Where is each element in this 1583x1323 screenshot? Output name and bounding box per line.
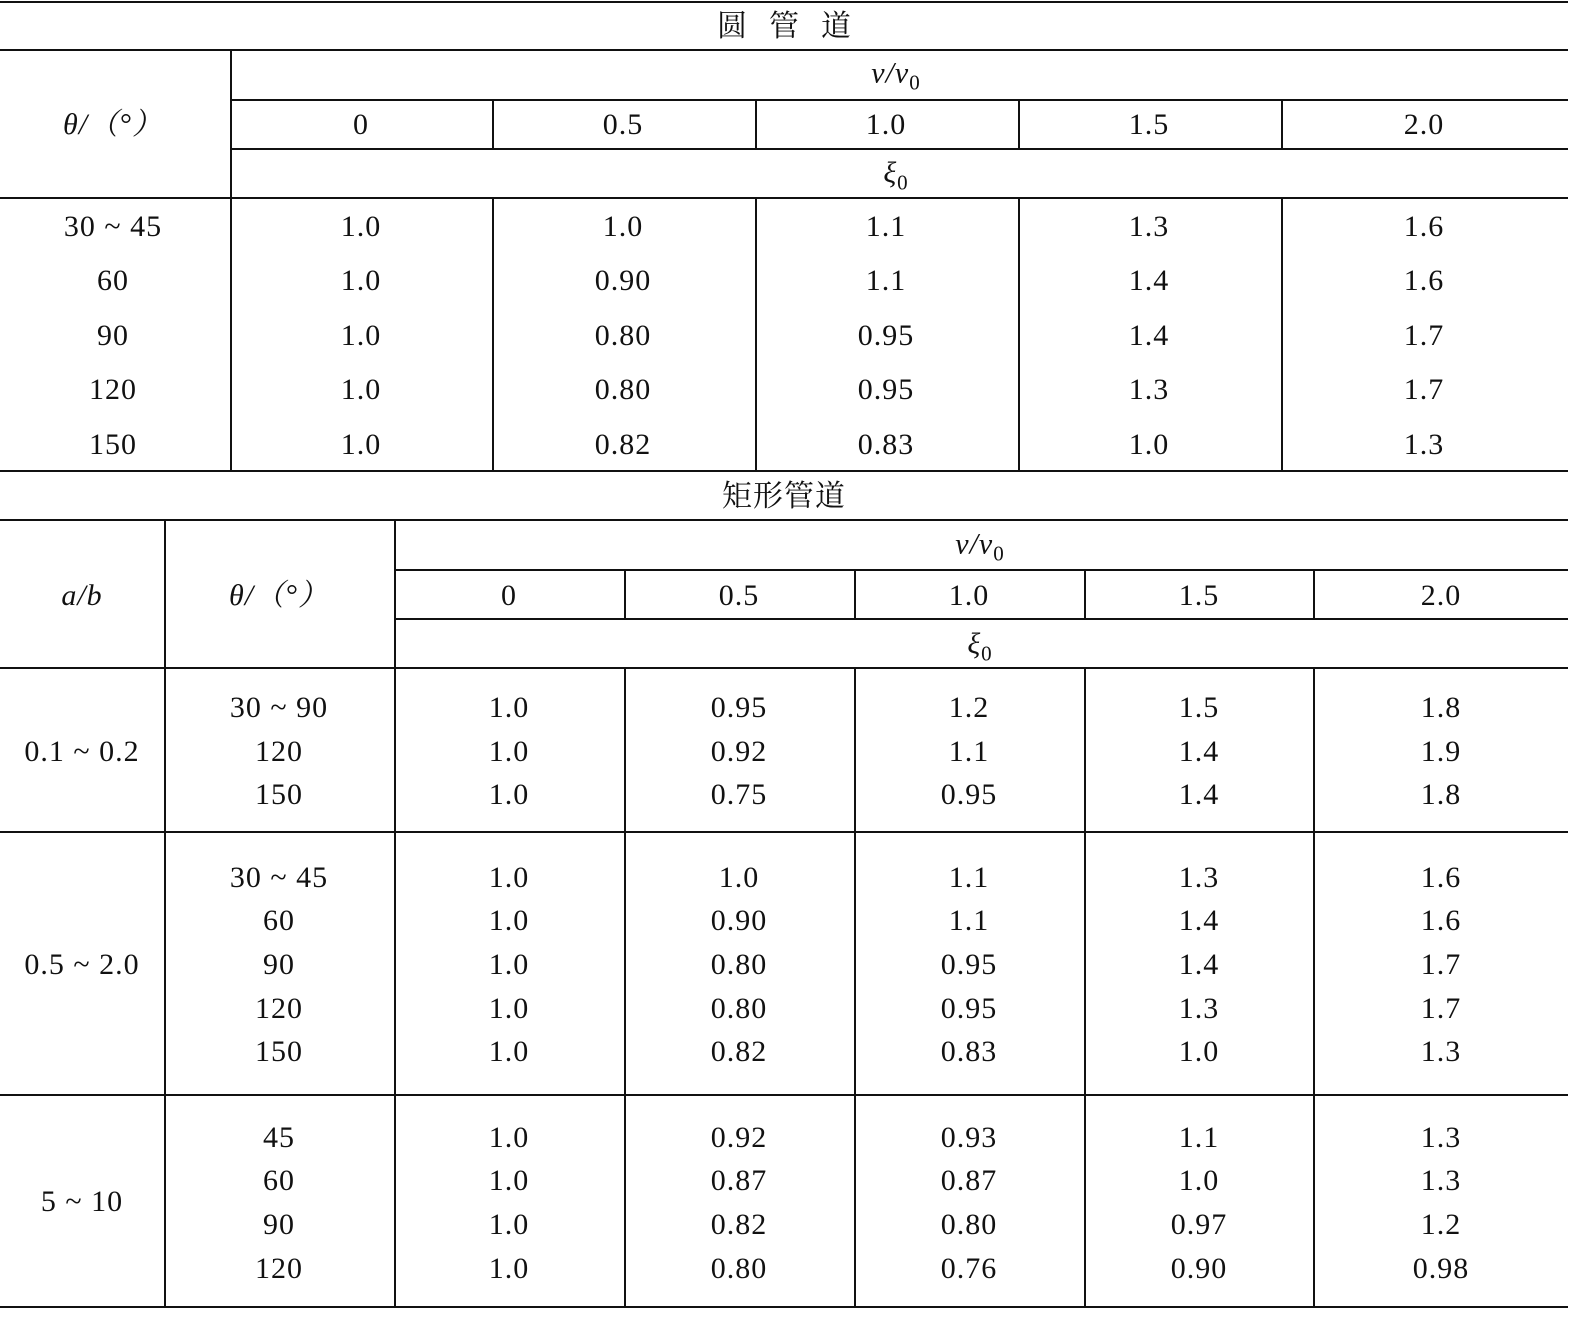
rect-cell-value: 1.4: [1178, 904, 1220, 937]
top-border: [0, 1, 1568, 4]
rect-cell-value: 1.7: [1420, 948, 1462, 981]
round-cell-value: 0.80: [594, 373, 652, 406]
round-cell-value: 1.4: [1128, 319, 1170, 352]
rect-group-ratio: 0.1 ~ 0.2: [24, 735, 140, 768]
column-divider: [492, 198, 494, 471]
column-divider: [1018, 100, 1020, 149]
rect-cell-value: 0.93: [940, 1121, 998, 1154]
round-row-angle: 90: [97, 319, 129, 352]
rect-cell-value: 1.8: [1420, 778, 1462, 811]
rect-row-angle: 120: [255, 735, 303, 768]
round-speed-value: 1.0: [865, 108, 907, 141]
rect-cell-value: 1.2: [948, 691, 990, 724]
round-speed-ratio-header-subscript: 0: [909, 70, 921, 95]
rect-group-ratio: 5 ~ 10: [40, 1185, 124, 1218]
round-speed-value: 2.0: [1403, 108, 1445, 141]
column-divider: [164, 520, 166, 1307]
rect-cell-value: 1.8: [1420, 691, 1462, 724]
rect-cell-value: 1.0: [488, 904, 530, 937]
rect-cell-value: 0.97: [1170, 1208, 1228, 1241]
rect-cell-value: 0.83: [940, 1035, 998, 1068]
rect-cell-value: 1.4: [1178, 735, 1220, 768]
round-cell-value: 0.95: [857, 319, 915, 352]
rect-speed-ratio-header-subscript: 0: [993, 541, 1005, 566]
column-divider: [624, 570, 626, 619]
rect-speed-value: 1.0: [948, 579, 990, 612]
rect-cell-value: 1.3: [1178, 861, 1220, 894]
rect-row-angle: 60: [263, 1164, 295, 1197]
rect-cell-value: 0.95: [940, 948, 998, 981]
round-cell-value: 1.6: [1403, 210, 1445, 243]
round-cell-value: 1.3: [1403, 428, 1445, 461]
rect-cell-value: 1.4: [1178, 778, 1220, 811]
rule-line: [395, 618, 1568, 620]
round-cell-value: 1.0: [340, 428, 382, 461]
rect-row-angle: 120: [255, 992, 303, 1025]
rect-cell-value: 0.80: [940, 1208, 998, 1241]
round-cell-value: 1.4: [1128, 264, 1170, 297]
column-divider: [492, 100, 494, 149]
rect-row-angle: 30 ~ 45: [229, 861, 329, 894]
rect-cell-value: 0.95: [940, 778, 998, 811]
column-divider: [624, 668, 626, 1307]
rect-speed-value: 1.5: [1178, 579, 1220, 612]
round-cell-value: 1.3: [1128, 373, 1170, 406]
column-divider: [755, 100, 757, 149]
column-divider: [854, 668, 856, 1307]
round-coefficient-header-symbol: ξ: [883, 156, 898, 190]
group-separator: [0, 1094, 1568, 1096]
round-speed-ratio-header: [871, 56, 921, 95]
column-divider: [394, 520, 396, 1307]
round-row-angle: 30 ~ 45: [63, 210, 163, 243]
rect-cell-value: 0.98: [1412, 1252, 1470, 1285]
rect-group-ratio: 0.5 ~ 2.0: [24, 948, 140, 981]
round-cell-value: 1.0: [340, 319, 382, 352]
rect-cell-value: 1.0: [1178, 1035, 1220, 1068]
rect-cell-value: 1.3: [1420, 1121, 1462, 1154]
rect-cell-value: 0.87: [940, 1164, 998, 1197]
round-cell-value: 0.95: [857, 373, 915, 406]
rect-cell-value: 1.0: [488, 735, 530, 768]
column-divider: [1313, 668, 1315, 1307]
round-speed-value: 1.5: [1128, 108, 1170, 141]
rect-cell-value: 1.3: [1420, 1035, 1462, 1068]
round-cell-value: 1.0: [340, 210, 382, 243]
rect-cell-value: 1.5: [1178, 691, 1220, 724]
rect-cell-value: 0.92: [710, 735, 768, 768]
round-duct-title: 圆管道: [717, 10, 873, 43]
rect-speed-ratio-header-symbol: v/v: [955, 527, 994, 561]
rect-row-angle: 120: [255, 1252, 303, 1285]
rect-cell-value: 1.1: [948, 904, 990, 937]
rect-cell-value: 1.6: [1420, 861, 1462, 894]
rect-row-angle: 90: [263, 1208, 295, 1241]
rect-cell-value: 1.0: [488, 1252, 530, 1285]
round-row-angle: 120: [89, 373, 137, 406]
rect-cell-value: 1.0: [488, 1208, 530, 1241]
rect-cell-value: 1.0: [488, 948, 530, 981]
round-speed-value: 0.5: [602, 108, 644, 141]
round-cell-value: 1.6: [1403, 264, 1445, 297]
rect-angle-header: θ/（°）: [228, 579, 330, 612]
round-row-angle: 60: [97, 264, 129, 297]
bottom-border: [0, 1306, 1568, 1309]
rect-cell-value: 1.1: [948, 735, 990, 768]
rect-cell-value: 0.95: [710, 691, 768, 724]
rect-cell-value: 1.3: [1178, 992, 1220, 1025]
rect-cell-value: 0.80: [710, 948, 768, 981]
round-cell-value: 1.3: [1128, 210, 1170, 243]
rect-cell-value: 1.0: [1178, 1164, 1220, 1197]
rect-speed-value: 0.5: [718, 579, 760, 612]
rule-line: [231, 99, 1568, 101]
round-cell-value: 1.0: [340, 264, 382, 297]
rect-cell-value: 1.0: [718, 861, 760, 894]
rect-cell-value: 1.0: [488, 778, 530, 811]
column-divider: [1018, 198, 1020, 471]
rect-cell-value: 1.0: [488, 992, 530, 1025]
column-divider: [1084, 570, 1086, 619]
round-cell-value: 0.82: [594, 428, 652, 461]
rect-row-angle: 60: [263, 904, 295, 937]
rect-cell-value: 0.80: [710, 1252, 768, 1285]
rect-cell-value: 1.2: [1420, 1208, 1462, 1241]
rect-cell-value: 1.0: [488, 691, 530, 724]
round-coefficient-header: [883, 156, 909, 195]
rect-cell-value: 0.75: [710, 778, 768, 811]
column-divider: [1281, 198, 1283, 471]
round-cell-value: 0.90: [594, 264, 652, 297]
round-cell-value: 1.1: [865, 210, 907, 243]
column-divider: [854, 570, 856, 619]
rect-speed-value: 0: [501, 579, 517, 612]
rect-ratio-header: a/b: [61, 579, 103, 612]
rect-row-angle: 150: [255, 778, 303, 811]
rect-cell-value: 1.7: [1420, 992, 1462, 1025]
rect-cell-value: 1.6: [1420, 904, 1462, 937]
rect-row-angle: 90: [263, 948, 295, 981]
round-coefficient-header-subscript: 0: [897, 170, 909, 195]
rule-line: [0, 49, 1568, 51]
rect-cell-value: 0.95: [940, 992, 998, 1025]
rule-line: [0, 519, 1568, 521]
rule-line: [0, 667, 1568, 669]
round-cell-value: 1.7: [1403, 373, 1445, 406]
group-separator: [0, 831, 1568, 833]
rect-duct-title: 矩形管道: [722, 480, 846, 513]
round-speed-ratio-header-symbol: v/v: [871, 56, 910, 90]
rect-coefficient-header: [967, 627, 993, 666]
column-divider: [1313, 570, 1315, 619]
column-divider: [1281, 100, 1283, 149]
rect-cell-value: 1.3: [1420, 1164, 1462, 1197]
rect-cell-value: 1.9: [1420, 735, 1462, 768]
round-cell-value: 0.83: [857, 428, 915, 461]
rect-cell-value: 0.82: [710, 1035, 768, 1068]
rule-line: [231, 148, 1568, 150]
round-cell-value: 1.0: [602, 210, 644, 243]
rect-coefficient-header-subscript: 0: [981, 641, 993, 666]
column-divider: [755, 198, 757, 471]
round-angle-header: θ/（°）: [62, 108, 164, 141]
rect-speed-ratio-header: [955, 527, 1005, 566]
column-divider: [230, 50, 232, 471]
rect-cell-value: 1.0: [488, 1164, 530, 1197]
column-divider: [1084, 668, 1086, 1307]
rect-cell-value: 1.0: [488, 1121, 530, 1154]
round-speed-value: 0: [353, 108, 369, 141]
rule-line: [0, 197, 1568, 199]
round-cell-value: 1.0: [340, 373, 382, 406]
round-cell-value: 1.1: [865, 264, 907, 297]
rect-row-angle: 150: [255, 1035, 303, 1068]
rect-cell-value: 1.0: [488, 1035, 530, 1068]
rect-cell-value: 0.82: [710, 1208, 768, 1241]
rect-cell-value: 0.87: [710, 1164, 768, 1197]
rect-row-angle: 45: [263, 1121, 295, 1154]
round-cell-value: 0.80: [594, 319, 652, 352]
rect-cell-value: 1.4: [1178, 948, 1220, 981]
rect-speed-value: 2.0: [1420, 579, 1462, 612]
rect-coefficient-header-symbol: ξ: [967, 627, 982, 661]
rect-cell-value: 1.0: [488, 861, 530, 894]
round-cell-value: 1.0: [1128, 428, 1170, 461]
rect-cell-value: 0.90: [710, 904, 768, 937]
rect-row-angle: 30 ~ 90: [229, 691, 329, 724]
rect-cell-value: 0.80: [710, 992, 768, 1025]
round-cell-value: 1.7: [1403, 319, 1445, 352]
rect-cell-value: 1.1: [1178, 1121, 1220, 1154]
rect-cell-value: 0.90: [1170, 1252, 1228, 1285]
rule-line: [395, 569, 1568, 571]
rect-cell-value: 1.1: [948, 861, 990, 894]
rect-cell-value: 0.92: [710, 1121, 768, 1154]
rect-cell-value: 0.76: [940, 1252, 998, 1285]
round-row-angle: 150: [89, 428, 137, 461]
rule-line: [0, 470, 1568, 472]
